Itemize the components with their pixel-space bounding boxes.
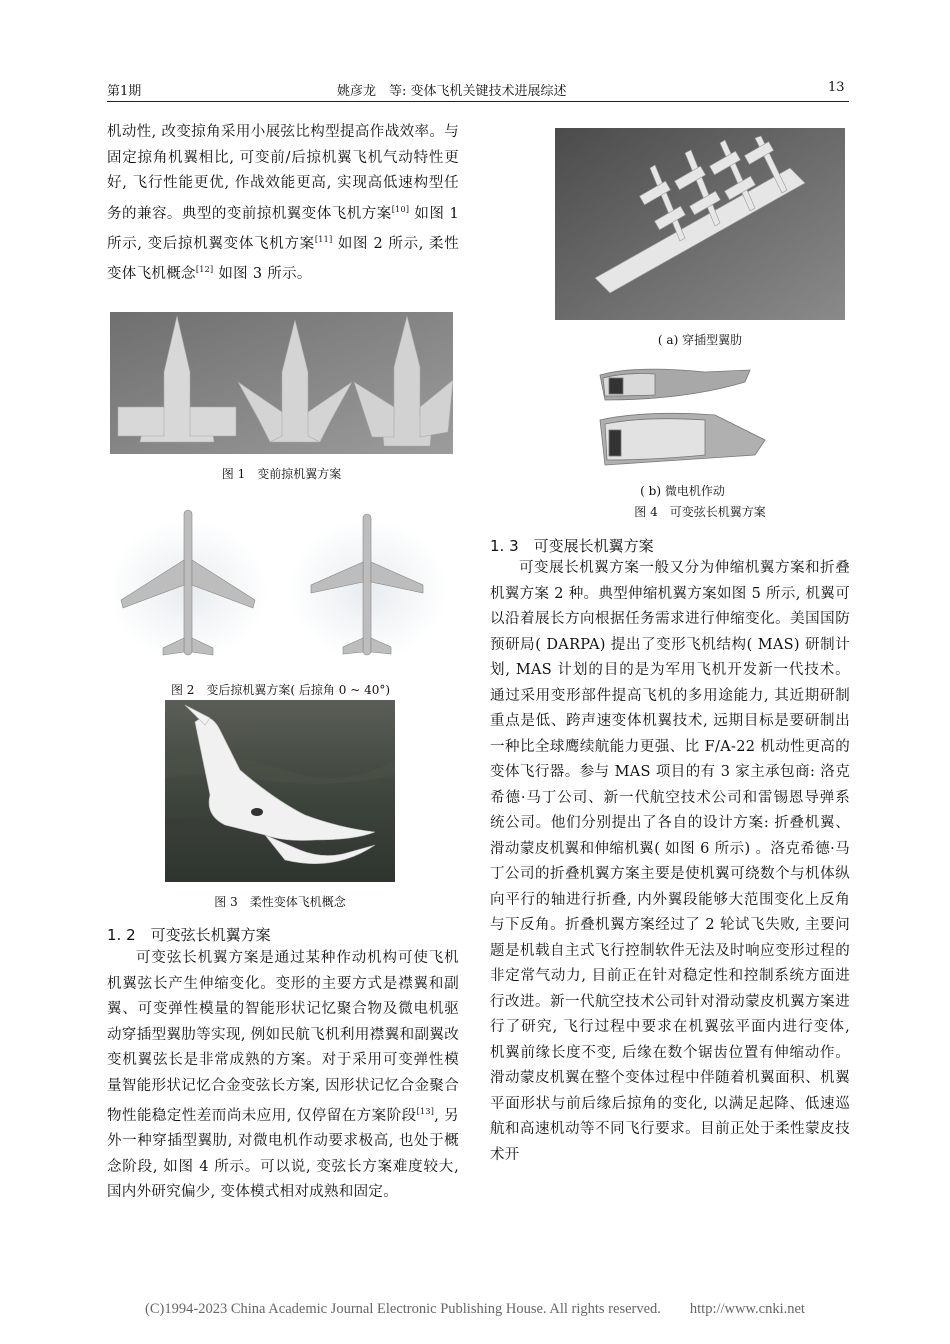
issue-number: 第1期 [107,84,142,99]
section-1-3-paragraph: 可变展长机翼方案一般又分为伸缩机翼方案和折叠机翼方案 2 种。典型伸缩机翼方案如图 5 所示, 机翼可以沿着展长方向根据任务需求进行伸缩变化。美国国防预研局( DARPA) 提出了变形飞机结构( MAS) 研制计划, MAS 计划的目的是为军用飞机开发新一代技术。通过采用变形部件提高飞机的多用途能力, 其近期研制重点是低、跨声速变体机翼技术, 远期目标是要研制出一种比全球鹰续航能力更强、比 F/A-22 机动性更高的变体飞行器。参与 MAS 项目的有 3 家主承包商: 洛克希德·马丁公司、新一代航空技术公司和雷锡恩导弹系统公司。他们分别提出了各自的设计方案: 折叠机翼、滑动蒙皮机翼和伸缩机翼( 如图 6 所示) 。洛克希德·马丁公司的折叠机翼方案主要是使机翼可绕数个与机体纵向平行的轴进行折叠, 内外翼段能够大范围变化上反角与下反角。折叠机翼方案经过了 2 轮试飞失败, 主要问题是机载自主式飞行控制软件无法及时响应变形过程的非定常气动力, 目前正在针对稳定性和控制系统方面进行改进。新一代航空技术公司针对滑动蒙皮机翼方案进行了研究, 飞行过程中要求在机翼弦平面内进行变体, 机翼前缘长度不变, 后缘在数个锯齿位置有伸缩动作。滑动蒙皮机翼在整个变体过程中伴随着机翼面积、机翼平面形状与前后缘后掠角的变化, 以满足起降、低速巡航和高速机动等不同飞行要求。目前正处于柔性蒙皮技术开 [490,560,850,1163]
figure-4-caption: 图 4 可变弦长机翼方案 [634,505,766,519]
intro-paragraph: 机动性, 改变掠角采用小展弦比构型提高作战效率。与固定掠角机翼相比, 可变前/后掠机翼飞机气动特性更好, 飞行性能更优, 作战效能更高, 实现高低速构型任务的兼容。典型的变前掠机翼变体飞机方案[10] 如图 1 所示, 变后掠机翼变体飞机方案[11] 如图 2 所示, 柔性变体飞机概念[12] 如图 3 所示。 [107,124,460,282]
citation: [11] [314,234,333,244]
figure-2-image [113,500,448,670]
section-1-2-paragraph: 可变弦长机翼方案是通过某种作动机构可使飞机机翼弦长产生伸缩变化。变形的主要方式是襟翼和副翼、可变弹性模量的智能形状记忆聚合物及微电机驱动穿插型翼肋等实现, 例如民航飞机利用襟翼和副翼改变机翼弦长是非常成熟的方案。对于采用可变弹性模量智能形状记忆合金变弦长方案, 因形状记忆合金聚合物性能稳定性差而尚未应用, 仅停留在方案阶段[13], 另外一种穿插型翼肋, 对微电机作动要求极高, 也处于概念阶段, 如图 4 所示。可以说, 变弦长方案难度较大, 国内外研究偏少, 变体模式相对成熟和固定。 [107,950,459,1201]
citation: [13] [416,1107,435,1116]
section-1-3-heading: 1. 3 可变展长机翼方案 [490,537,654,555]
figure-3-image [165,700,395,882]
page-number: 13 [828,80,845,95]
figure-4a-caption: ( a) 穿插型翼肋 [657,333,743,347]
copyright-footer: (C)1994-2023 China Academic Journal Electronic Publishing House. All rights reserved. http://www.cnki.net [145,1301,805,1317]
figure-1-image [110,312,453,454]
citation: [12] [195,265,214,275]
figure-4b-caption: ( b) 微电机作动 [640,484,725,498]
figure-2-caption: 图 2 变后掠机翼方案( 后掠角 0 ~ 40°) [170,683,391,697]
figure-4b-image [595,360,770,472]
header-rule [107,101,849,102]
figure-4a-image [555,128,845,320]
figure-1-caption: 图 1 变前掠机翼方案 [221,467,342,481]
section-1-2-heading: 1. 2 可变弦长机翼方案 [107,926,271,944]
citation: [10] [391,204,410,214]
figure-3-caption: 图 3 柔性变体飞机概念 [214,895,346,909]
running-title: 姚彦龙 等: 变体飞机关键技术进展综述 [337,84,567,99]
